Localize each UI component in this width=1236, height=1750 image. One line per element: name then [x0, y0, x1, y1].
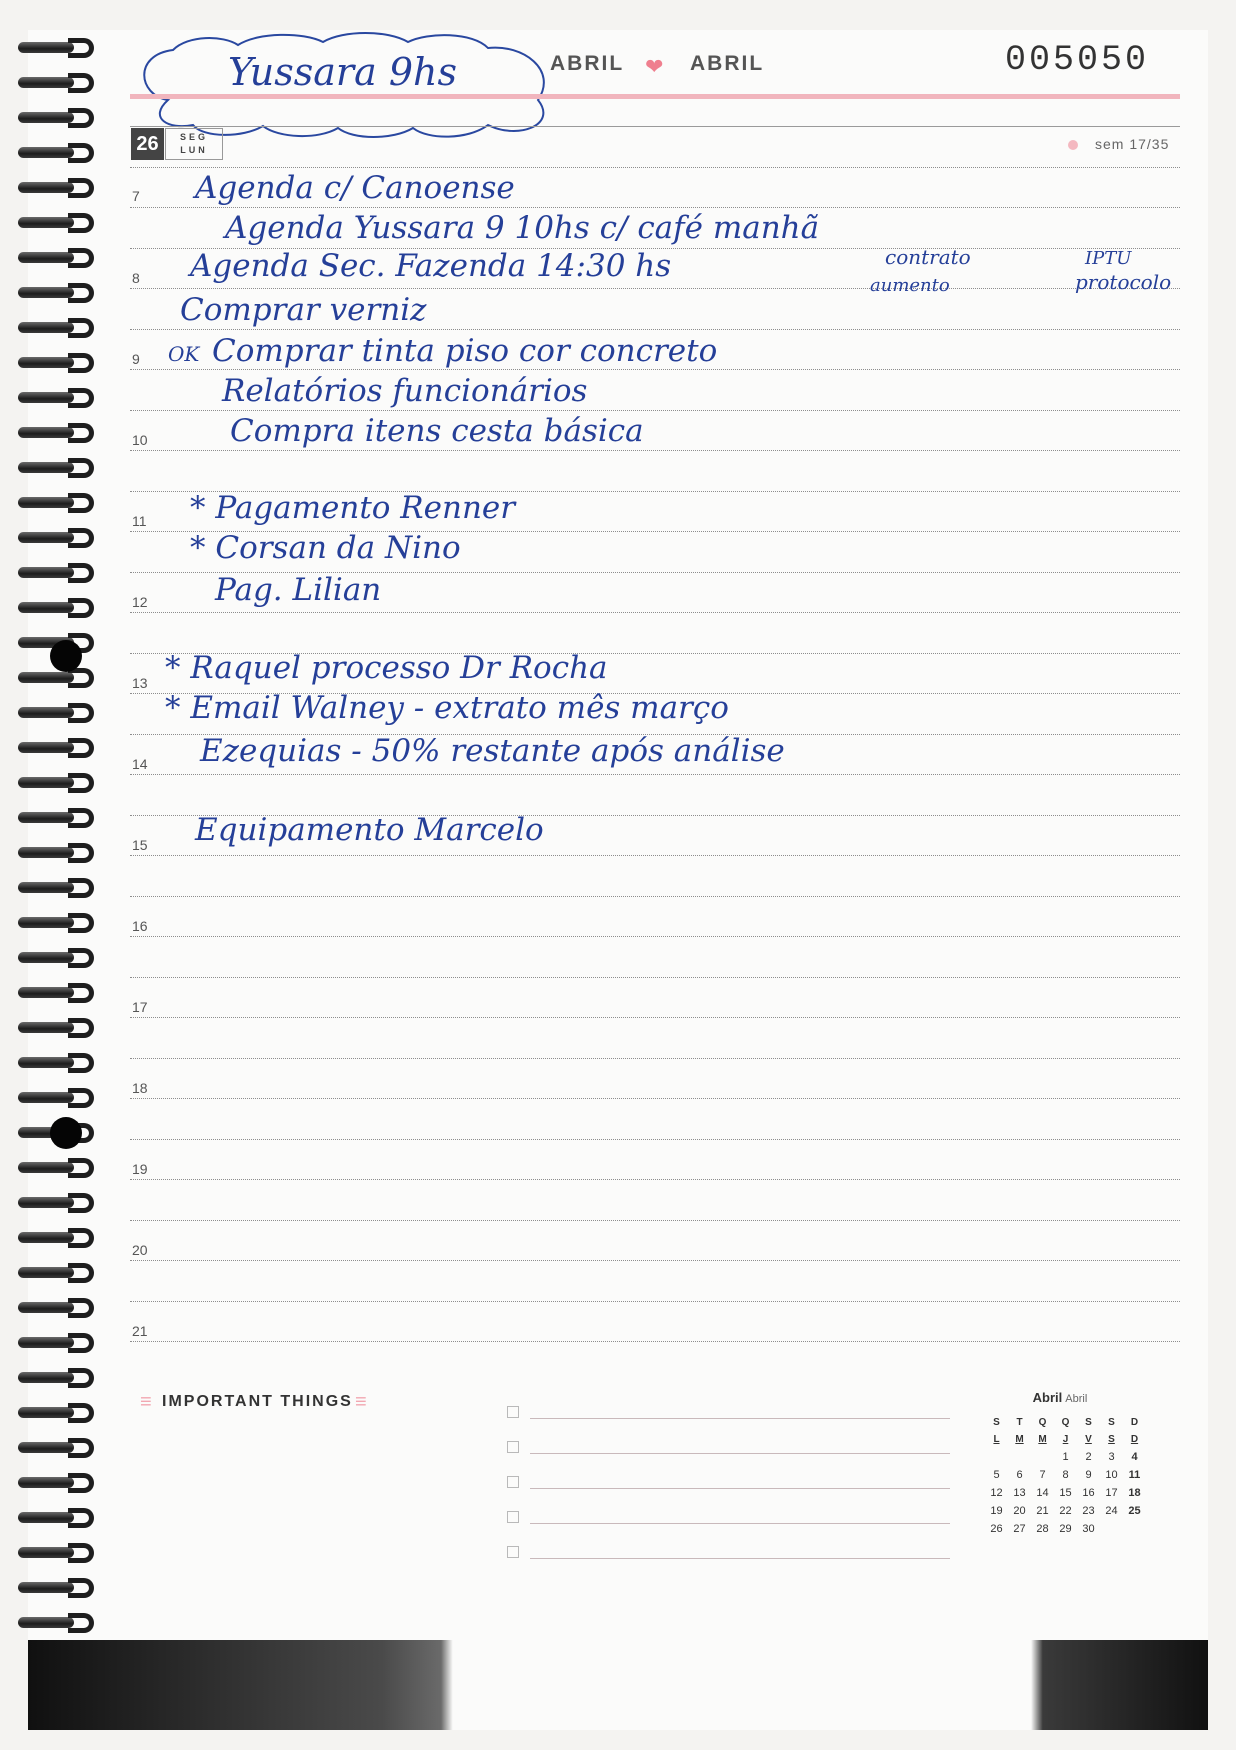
ruled-line [130, 1058, 1180, 1059]
spiral-ring [18, 1613, 104, 1635]
calendar-weekday: Q [1038, 1417, 1047, 1428]
spiral-ring [18, 703, 104, 725]
calendar-day: 18 [1128, 1487, 1141, 1499]
calendar-day: 22 [1059, 1505, 1072, 1517]
hour-label: 16 [132, 918, 148, 934]
ok-mark: OK [168, 342, 200, 366]
calendar-weekday: V [1085, 1434, 1092, 1445]
ruled-line [130, 936, 1180, 937]
calendar-day [1008, 1451, 1031, 1463]
hour-label: 7 [132, 188, 140, 204]
spiral-ring [18, 388, 104, 410]
page-edge-shadow [28, 1640, 1208, 1730]
spiral-ring [18, 1018, 104, 1040]
calendar-title: Abril Abril [1032, 1390, 1088, 1405]
weekday-es: LUN [180, 145, 208, 155]
spiral-ring [18, 178, 104, 200]
calendar-day: 9 [1085, 1469, 1092, 1481]
calendar-day: 21 [1036, 1505, 1049, 1517]
header-divider [130, 94, 1180, 99]
spiral-ring [18, 248, 104, 270]
hour-label: 15 [132, 837, 148, 853]
calendar-day: 6 [1016, 1469, 1023, 1481]
week-counter: sem 17/35 [1095, 136, 1170, 152]
handwritten-note: Comprar tinta piso cor concreto [212, 333, 718, 369]
spiral-ring [18, 423, 104, 445]
ruled-line [130, 369, 1180, 370]
spiral-ring [18, 458, 104, 480]
hour-label: 17 [132, 999, 148, 1015]
decor-stripes: ≡ [140, 1391, 152, 1413]
calendar-weekday: M [1015, 1434, 1024, 1445]
ruled-line [130, 410, 1180, 411]
spiral-ring [18, 1403, 104, 1425]
calendar-day: 2 [1085, 1451, 1092, 1463]
important-line[interactable] [530, 1523, 950, 1524]
hour-label: 9 [132, 351, 140, 367]
week-dot-icon [1068, 140, 1078, 150]
ruled-line [130, 977, 1180, 978]
calendar-weekday: T [1016, 1417, 1023, 1428]
hour-label: 20 [132, 1242, 148, 1258]
handwritten-note: Equipamento Marcelo [195, 812, 544, 848]
important-line[interactable] [530, 1488, 950, 1489]
calendar-grid [985, 1417, 1155, 1535]
ruled-line [130, 329, 1180, 330]
spiral-ring [18, 913, 104, 935]
spiral-ring [18, 493, 104, 515]
ruled-line [130, 1179, 1180, 1180]
handwritten-note: aumento [870, 275, 950, 296]
calendar-weekday: S [993, 1417, 1000, 1428]
calendar-day: 29 [1059, 1523, 1072, 1535]
date-rule [130, 126, 1180, 127]
bubble-note: Yussara 9hs [228, 50, 457, 94]
calendar-day: 16 [1082, 1487, 1095, 1499]
ruled-line [130, 774, 1180, 775]
spiral-ring [18, 808, 104, 830]
weekday-box [165, 128, 223, 160]
calendar-day: 7 [1039, 1469, 1046, 1481]
handwritten-note: Relatórios funcionários [222, 373, 588, 409]
spiral-binding [0, 0, 110, 1750]
ruled-line [130, 207, 1180, 208]
spiral-ring [18, 318, 104, 340]
ruled-line [130, 1098, 1180, 1099]
calendar-weekday: J [1062, 1434, 1069, 1445]
ruled-line [130, 855, 1180, 856]
calendar-day: 23 [1082, 1505, 1095, 1517]
spiral-ring [18, 1053, 104, 1075]
ruled-line [130, 1260, 1180, 1261]
calendar-day: 27 [1013, 1523, 1026, 1535]
handwritten-note: Agenda Yussara 9 10hs c/ café manhã [225, 210, 820, 246]
weekday-pt: SEG [179, 132, 208, 142]
important-checkbox[interactable] [507, 1546, 519, 1558]
calendar-day: 25 [1128, 1505, 1141, 1517]
ruled-line [130, 1301, 1180, 1302]
decor-stripes: ≡ [355, 1391, 367, 1413]
calendar-weekday: Q [1061, 1417, 1070, 1428]
punch-hole [50, 640, 82, 672]
handwritten-note: * Pagamento Renner [190, 490, 516, 526]
calendar-day: 13 [1013, 1487, 1026, 1499]
handwritten-note: Ezequias - 50% restante após análise [200, 733, 785, 769]
calendar-day: 1 [1062, 1451, 1069, 1463]
calendar-day: 26 [990, 1523, 1003, 1535]
spiral-ring [18, 983, 104, 1005]
spiral-ring [18, 598, 104, 620]
page-serial-number: 005050 [1005, 40, 1150, 80]
spiral-ring [18, 1298, 104, 1320]
hour-label: 8 [132, 270, 140, 286]
important-line[interactable] [530, 1418, 950, 1419]
spiral-ring [18, 1333, 104, 1355]
handwritten-note: * Corsan da Nino [190, 530, 461, 566]
heart-icon: ❤ [645, 54, 664, 79]
spiral-ring [18, 283, 104, 305]
spiral-ring [18, 528, 104, 550]
ruled-line [130, 450, 1180, 451]
hour-label: 13 [132, 675, 148, 691]
handwritten-note: contrato [885, 245, 971, 269]
ruled-line [130, 1139, 1180, 1140]
important-line[interactable] [530, 1558, 950, 1559]
spiral-ring [18, 1368, 104, 1390]
calendar-weekday: S [1108, 1434, 1115, 1445]
spiral-ring [18, 1473, 104, 1495]
calendar-day: 4 [1131, 1451, 1138, 1463]
hour-label: 14 [132, 756, 148, 772]
important-checkbox[interactable] [507, 1511, 519, 1523]
calendar-weekday: M [1038, 1434, 1047, 1445]
spiral-ring [18, 738, 104, 760]
calendar-day [1031, 1451, 1054, 1463]
handwritten-note: * Email Walney - extrato mês março [165, 690, 729, 726]
handwritten-note: Agenda Sec. Fazenda 14:30 hs [190, 248, 672, 284]
spiral-ring [18, 108, 104, 130]
hour-label: 10 [132, 432, 148, 448]
handwritten-note: IPTU [1085, 248, 1132, 269]
ruled-line [130, 612, 1180, 613]
spiral-ring [18, 843, 104, 865]
calendar-day: 11 [1128, 1469, 1141, 1481]
spiral-ring [18, 563, 104, 585]
spiral-ring [18, 1228, 104, 1250]
hour-label: 19 [132, 1161, 148, 1177]
calendar-day: 30 [1082, 1523, 1095, 1535]
spiral-ring [18, 1543, 104, 1565]
important-things-title: IMPORTANT THINGS [162, 1393, 353, 1410]
month-label-left: ABRIL [550, 52, 625, 75]
spiral-ring [18, 1088, 104, 1110]
important-line[interactable] [530, 1453, 950, 1454]
ruled-line [130, 1017, 1180, 1018]
calendar-day: 5 [993, 1469, 1000, 1481]
month-label-right: ABRIL [690, 52, 765, 75]
calendar-weekday: S [1085, 1417, 1092, 1428]
ruled-line [130, 1220, 1180, 1221]
punch-hole [50, 1117, 82, 1149]
spiral-ring [18, 38, 104, 60]
important-checkbox[interactable] [507, 1441, 519, 1453]
hour-label: 11 [132, 513, 147, 529]
calendar-day: 17 [1105, 1487, 1118, 1499]
handwritten-note: Agenda c/ Canoense [195, 170, 515, 206]
handwritten-note: protocolo [1075, 270, 1172, 294]
spiral-ring [18, 948, 104, 970]
hour-label: 12 [132, 594, 148, 610]
calendar-day: 8 [1062, 1469, 1069, 1481]
calendar-day [985, 1451, 1008, 1463]
ruled-line [130, 896, 1180, 897]
calendar-weekday: D [1130, 1434, 1139, 1445]
calendar-day: 28 [1036, 1523, 1049, 1535]
day-number: 26 [131, 128, 164, 160]
handwritten-note: Pag. Lilian [215, 572, 382, 608]
hour-label: 21 [132, 1323, 148, 1339]
important-checkbox[interactable] [507, 1406, 519, 1418]
calendar-day: 14 [1036, 1487, 1049, 1499]
hour-label: 18 [132, 1080, 148, 1096]
ruled-line [130, 1341, 1180, 1342]
calendar-weekday: L [993, 1434, 1000, 1445]
calendar-day: 19 [990, 1505, 1003, 1517]
spiral-ring [18, 878, 104, 900]
calendar-day: 15 [1059, 1487, 1072, 1499]
spiral-ring [18, 1508, 104, 1530]
calendar-day: 24 [1105, 1505, 1118, 1517]
spiral-ring [18, 1263, 104, 1285]
spiral-ring [18, 773, 104, 795]
ruled-line [130, 288, 1180, 289]
handwritten-note: Comprar verniz [180, 292, 427, 328]
spiral-ring [18, 1578, 104, 1600]
calendar-day: 3 [1108, 1451, 1115, 1463]
spiral-ring [18, 1158, 104, 1180]
spiral-ring [18, 143, 104, 165]
important-checkbox[interactable] [507, 1476, 519, 1488]
mini-calendar [985, 1390, 1155, 1535]
handwritten-note: * Raquel processo Dr Rocha [165, 650, 608, 686]
spiral-ring [18, 73, 104, 95]
spiral-ring [18, 1438, 104, 1460]
handwritten-note: Compra itens cesta básica [230, 413, 644, 449]
calendar-weekday: S [1108, 1417, 1115, 1428]
ruled-line [130, 167, 1180, 168]
calendar-day: 10 [1105, 1469, 1118, 1481]
calendar-day: 12 [990, 1487, 1003, 1499]
spiral-ring [18, 353, 104, 375]
spiral-ring [18, 1193, 104, 1215]
calendar-day: 20 [1013, 1505, 1026, 1517]
calendar-weekday: D [1130, 1417, 1139, 1428]
spiral-ring [18, 213, 104, 235]
